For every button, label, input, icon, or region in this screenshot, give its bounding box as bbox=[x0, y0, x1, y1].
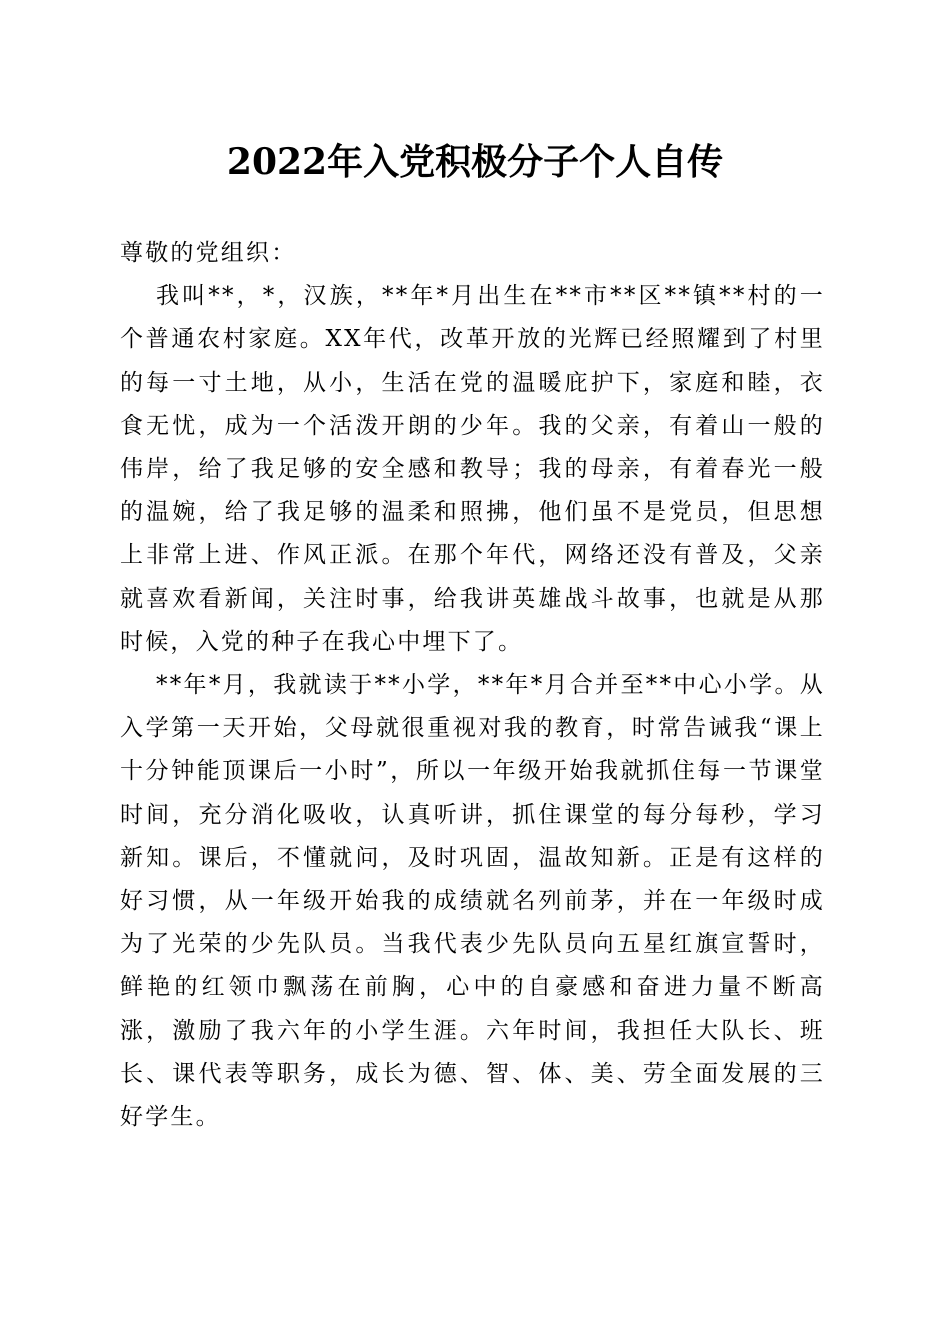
document-title: 2022年入党积极分子个人自传 bbox=[226, 141, 724, 183]
salutation: 尊敬的党组织： bbox=[120, 240, 297, 266]
document-body bbox=[120, 232, 825, 1139]
paragraph-family-background: 我叫**，*，汉族，**年*月出生在**市**区**镇**村的一个普通农村家庭。XX年代，改革开放的光辉已经照耀到了村里的每一寸土地，从小，生活在党的温暖庇护下，家庭和睦，衣食无忧，成为一个活泼开朗的少年。我的父亲，有着山一般的伟岸，给了我足够的安全感和教导；我的母亲，有着春光一般的温婉，给了我足够的温柔和照拂，他们虽不是党员，但思想上非常上进、作风正派。在那个年代，网络还没有普及，父亲就喜欢看新闻，关注时事，给我讲英雄战斗故事，也就是从那时候，入党的种子在我心中埋下了。 bbox=[120, 283, 825, 655]
paragraph-primary-school: **年*月，我就读于**小学，**年*月合并至**中心小学。从入学第一天开始，父母就很重视对我的教育，时常告诫我“课上十分钟能顶课后一小时”，所以一年级开始我就抓住每一节课堂时间，充分消化吸收，认真听讲，抓住课堂的每分每秒，学习新知。课后，不懂就问，及时巩固，温故知新。正是有这样的好习惯，从一年级开始我的成绩就名列前茅，并在一年级时成为了光荣的少先队员。当我代表少先队员向五星红旗宣誓时，鲜艳的红领巾飘荡在前胸，心中的自豪感和奋进力量不断高涨，激励了我六年的小学生涯。六年时间，我担任大队长、班长、课代表等职务，成长为德、智、体、美、劳全面发展的三好学生。 bbox=[120, 672, 825, 1131]
